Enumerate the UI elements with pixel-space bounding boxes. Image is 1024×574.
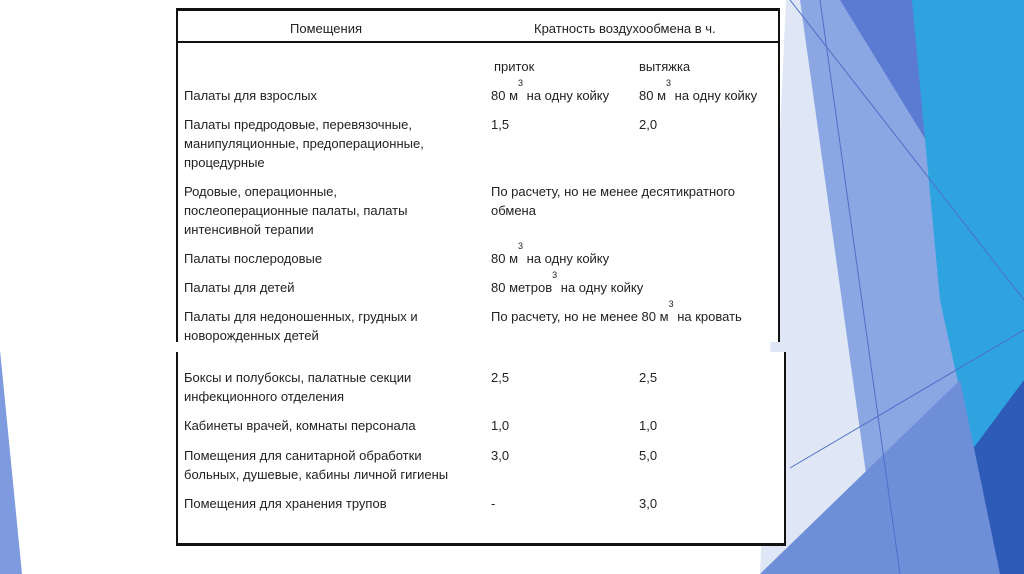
row-exhaust: 5,0 <box>639 448 658 463</box>
row-name: Палаты предродовые, перевязочные, <box>184 117 412 132</box>
header-rooms: Помещения <box>290 21 363 36</box>
row-name: Родовые, операционные, <box>184 184 338 199</box>
table-bottom-section <box>176 352 786 546</box>
row-name-cont: процедурные <box>184 155 265 170</box>
row-name: Палаты для недоношенных, грудных и <box>184 309 418 324</box>
row-exhaust: 80 $м^3$ на одну койку <box>639 78 758 103</box>
row-intake: - <box>491 496 496 511</box>
row-exhaust: 2,0 <box>639 117 658 132</box>
row-name-cont: инфекционного отделения <box>184 389 345 404</box>
row-name-cont: новорожденных детей <box>184 328 319 343</box>
row-intake: 3,0 <box>491 448 510 463</box>
row-merged-value-cont: обмена <box>491 203 536 218</box>
bg-shape-left-strip <box>0 350 22 574</box>
header-exchange: Кратность воздухообмена в ч. <box>534 21 716 36</box>
row-name-cont: интенсивной терапии <box>184 222 314 237</box>
row-merged-value: По расчету, но не менее 80 $м^3$ на кровать <box>491 299 742 324</box>
row-intake: 80 $м^3$ на одну койку <box>491 241 610 266</box>
row-intake: 1,0 <box>491 418 510 433</box>
row-name: Помещения для санитарной обработки <box>184 448 422 463</box>
row-merged-value: По расчету, но не менее десятикратного <box>491 184 736 199</box>
row-name-cont: больных, душевые, кабины личной гигиены <box>184 467 449 482</box>
row-name: Кабинеты врачей, комнаты персонала <box>184 418 416 433</box>
row-intake: 80 метров$^3$ на одну койку <box>491 270 644 295</box>
row-exhaust: 3,0 <box>639 496 658 511</box>
row-name: Боксы и полубоксы, палатные секции <box>184 370 412 385</box>
row-exhaust: 1,0 <box>639 418 658 433</box>
row-name: Палаты для детей <box>184 280 295 295</box>
row-name-cont: манипуляционные, предоперационные, <box>184 136 424 151</box>
row-intake: 2,5 <box>491 370 510 385</box>
row-name: Помещения для хранения трупов <box>184 496 387 511</box>
row-name: Палаты послеродовые <box>184 251 323 266</box>
row-exhaust: 2,5 <box>639 370 658 385</box>
row-intake: 80 $м^3$ на одну койку <box>491 78 610 103</box>
header-divider <box>178 41 778 43</box>
header-exhaust: вытяжка <box>639 59 691 74</box>
header-intake: приток <box>494 59 535 74</box>
table-top-section <box>176 8 780 342</box>
row-intake: 1,5 <box>491 117 510 132</box>
row-name: Палаты для взрослых <box>184 88 317 103</box>
row-name-cont: послеоперационные палаты, палаты <box>184 203 408 218</box>
